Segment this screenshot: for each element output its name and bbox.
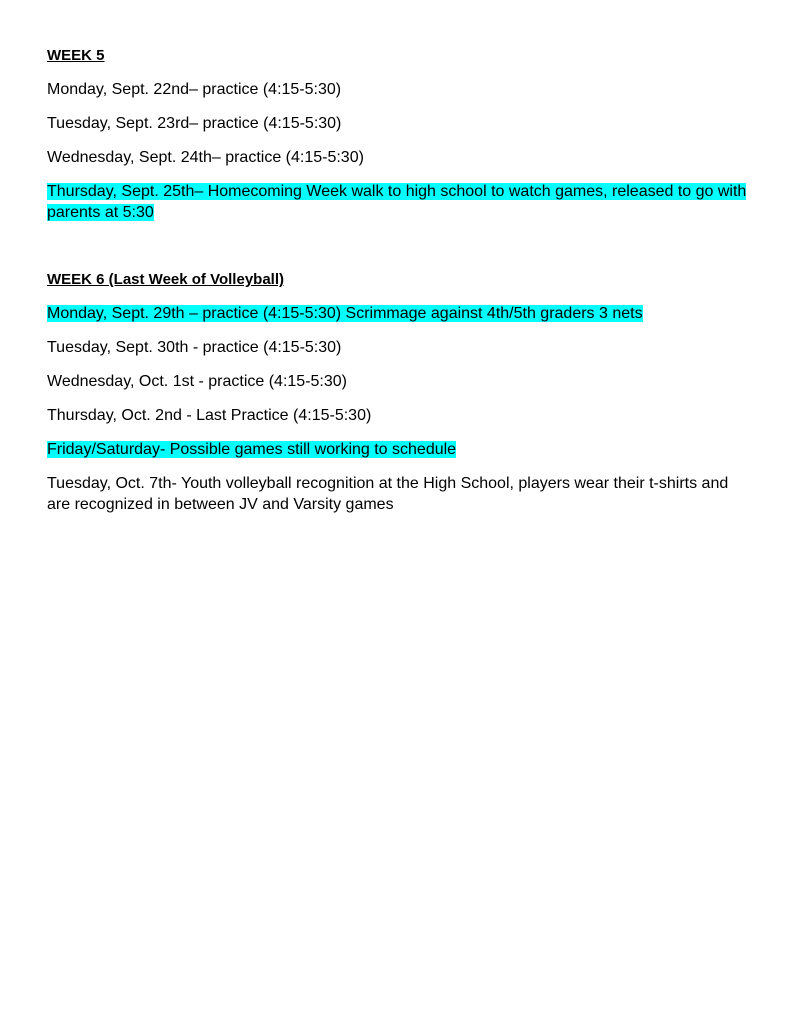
week-6-heading: WEEK 6 (Last Week of Volleyball) [47,271,284,288]
schedule-item-highlighted [47,303,747,324]
schedule-item [47,405,747,426]
schedule-item-text: Wednesday, Oct. 1st - practice (4:15-5:30) [47,373,347,390]
schedule-item [47,473,747,515]
week-5-heading: WEEK 5 [47,47,105,64]
schedule-item-text: Monday, Sept. 22nd– practice (4:15-5:30) [47,81,342,98]
schedule-item-text: Tuesday, Sept. 23rd– practice (4:15-5:30) [47,115,342,132]
schedule-item [47,79,747,100]
section-spacer [47,236,747,270]
schedule-item [47,337,747,358]
schedule-item-highlighted [47,181,747,223]
schedule-item-highlighted [47,439,747,460]
schedule-document [47,46,747,528]
schedule-item [47,147,747,168]
schedule-item-text: Wednesday, Sept. 24th– practice (4:15-5:30) [47,149,364,166]
schedule-item-text: Friday/Saturday- Possible games still working to schedule [47,441,457,458]
schedule-item [47,371,747,392]
schedule-item-text: Thursday, Oct. 2nd - Last Practice (4:15-5:30) [47,407,372,424]
schedule-item-text: Thursday, Sept. 25th– Homecoming Week walk to high school to watch games, released to go with parents at 5:30 [47,183,747,221]
schedule-item-text: Tuesday, Oct. 7th- Youth volleyball recognition at the High School, players wear their t-shirts and are recognized in between JV and Varsity games [47,475,729,513]
schedule-item-text: Monday, Sept. 29th – practice (4:15-5:30) Scrimmage against 4th/5th graders 3 nets [47,305,643,322]
schedule-item [47,113,747,134]
schedule-item-text: Tuesday, Sept. 30th - practice (4:15-5:30) [47,339,342,356]
